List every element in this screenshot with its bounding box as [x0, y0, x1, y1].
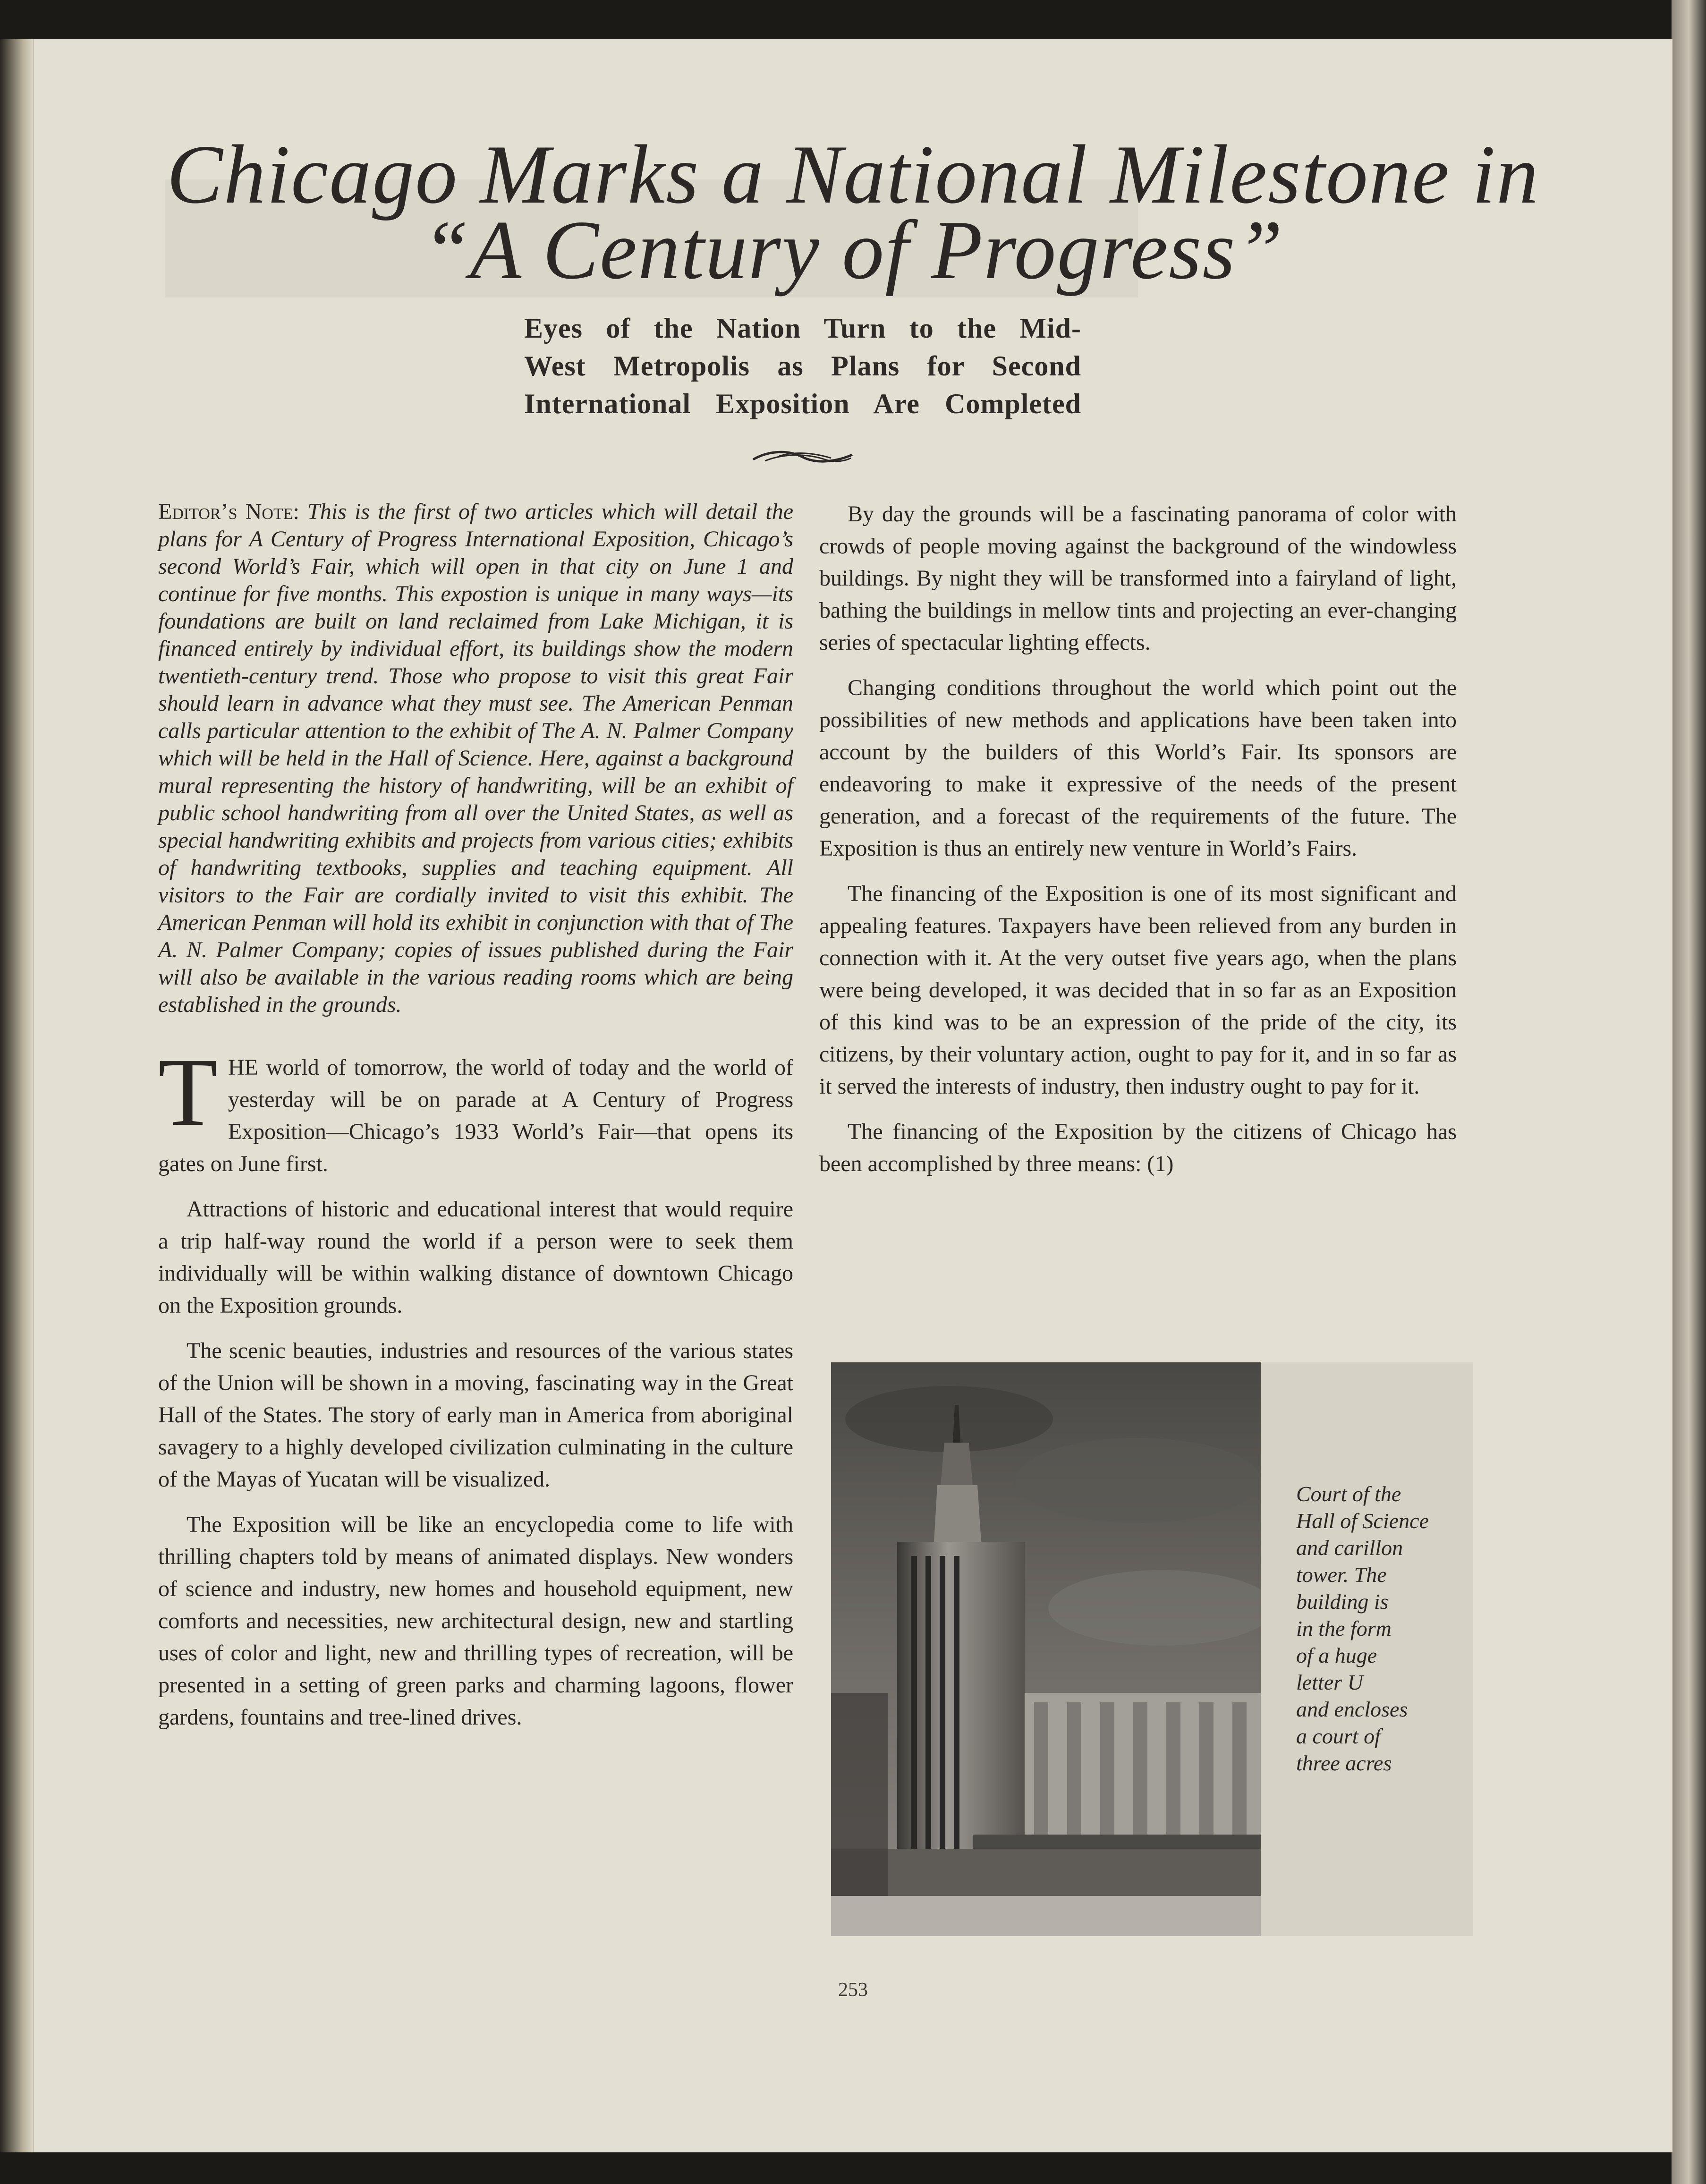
editors-note-label: Editor’s Note:	[158, 499, 299, 524]
subtitle-line: Eyes of the Nation Turn to the Mid-	[524, 313, 1081, 344]
photo-caption	[1296, 1480, 1471, 1776]
caption-line: building is	[1296, 1589, 1389, 1614]
article-subtitle	[524, 309, 1081, 423]
caption-line: and encloses	[1296, 1697, 1408, 1721]
caption-line: Court of the	[1296, 1482, 1401, 1506]
article-title-line-2: “A Century of Progress”	[422, 203, 1284, 297]
article-title-line-1: Chicago Marks a National Milestone in	[167, 127, 1539, 221]
editors-note	[158, 498, 793, 1019]
caption-line: three acres	[1296, 1751, 1392, 1775]
caption-line: of a huge	[1296, 1643, 1377, 1667]
editors-note-text: This is the first of two articles which will detail the plans for A Century of Progress International Exposition, Chicago’s second World’s Fair, which will open in that city on June 1 and continue for five months. This expostion is unique in many ways—its foundations are built on land reclaimed from Lake Michigan, it is financed entirely by individual effort, its buildings show the modern twentieth-century trend. Those who propose to visit this great Fair should learn in advance what they must see. The American Penman calls particular attention to the exhibit of The A. N. Palmer Company which will be held in the Hall of Science. Here, against a background mural representing the history of handwriting, will be an exhibit of public school handwriting from all over the United States, as well as special handwriting exhibits and projects from various cities; exhibits of handwriting textbooks, supplies and teaching equipment. All visitors to the Fair are cordially invited to visit this exhibit. The American Penman will hold its exhibit in conjunction with that of The A. N. Palmer Company; copies of issues published during the Fair will also be available in the various reading rooms which are being established in the grounds.	[158, 499, 794, 1017]
left-column	[158, 498, 793, 1747]
body-paragraph: By day the grounds will be a fascinating panorama of color with crowds of people moving against the background of the windowless buildings. By night they will be transformed into a fairyland of light, bathing the buildings in mellow tints and projecting an ever-changing series of spectacular lighting effects.	[819, 501, 1457, 655]
right-column	[819, 498, 1457, 1193]
body-paragraph: The financing of the Exposition by the citizens of Chicago has been accomplished by three means: (1)	[819, 1119, 1457, 1176]
caption-line: in the form	[1296, 1616, 1392, 1640]
figure-block	[831, 1362, 1473, 1936]
caption-line: Hall of Science	[1296, 1509, 1429, 1533]
body-paragraph: The Exposition will be like an encyclopedia come to life with thrilling chapters told by means of animated displays. New wonders of science and industry, new homes and household equipment, new comforts and necessities, new architectural design, new and startling uses of color and light, new and thrilling types of recreation, will be presented in a setting of green parks and charming lagoons, flower gardens, fountains and tree-lined drives.	[158, 1512, 793, 1730]
book-spine	[0, 39, 33, 2152]
paragraph-text: world of tomorrow, the world of today and the world of yesterday will be on parade at A Century of Progress Exposition—Chicago’s 1933 World’s Fair—that opens its gates on June first.	[158, 1055, 793, 1176]
lead-caps: HE	[228, 1055, 258, 1080]
page-number: 253	[838, 1979, 868, 2001]
drop-cap: T	[158, 1038, 218, 1146]
body-paragraph: Attractions of historic and educational interest that would require a trip half-way round the world if a person were to seek them individually will be within walking distance of downtown Chicago on the Exposition grounds.	[158, 1197, 793, 1318]
body-paragraph: The scenic beauties, industries and resources of the various states of the Union will be shown in a moving, fascinating way in the Great Hall of the States. The story of early man in America from aboriginal savagery to a highly developed civilization culminating in the culture of the Mayas of Yucatan will be visualized.	[158, 1338, 793, 1492]
caption-line: and carillon	[1296, 1536, 1403, 1560]
body-paragraph	[158, 1038, 793, 1180]
caption-line: a court of	[1296, 1724, 1381, 1748]
caption-line: tower. The	[1296, 1563, 1387, 1587]
body-paragraph: Changing conditions throughout the world which point out the possibilities of new methods and applications have been taken into account by the builders of this World’s Fair. Its sponsors are endeavoring to make it expressive of the needs of the present generation, and a forecast of the requirements of the future. The Exposition is thus an entirely new venture in World’s Fairs.	[819, 675, 1457, 861]
subtitle-line: International Exposition Are Completed	[524, 388, 1081, 419]
flourish-ornament-icon	[751, 448, 855, 467]
body-paragraph: The financing of the Exposition is one of its most significant and appealing features. Taxpayers have been relieved from any burden in connection with it. At the very outset five years ago, when the plans were being developed, it was decided that in so far as an Exposition of this kind was to be an expression of the pride of the city, its citizens, by their voluntary action, ought to pay for it, and in so far as it served the interests of industry, then industry ought to pay for it.	[819, 881, 1457, 1099]
hall-of-science-photo	[831, 1362, 1261, 1936]
subtitle-line: West Metropolis as Plans for Second	[524, 350, 1081, 382]
caption-line: letter U	[1296, 1670, 1363, 1694]
page-edge	[1672, 0, 1706, 2184]
